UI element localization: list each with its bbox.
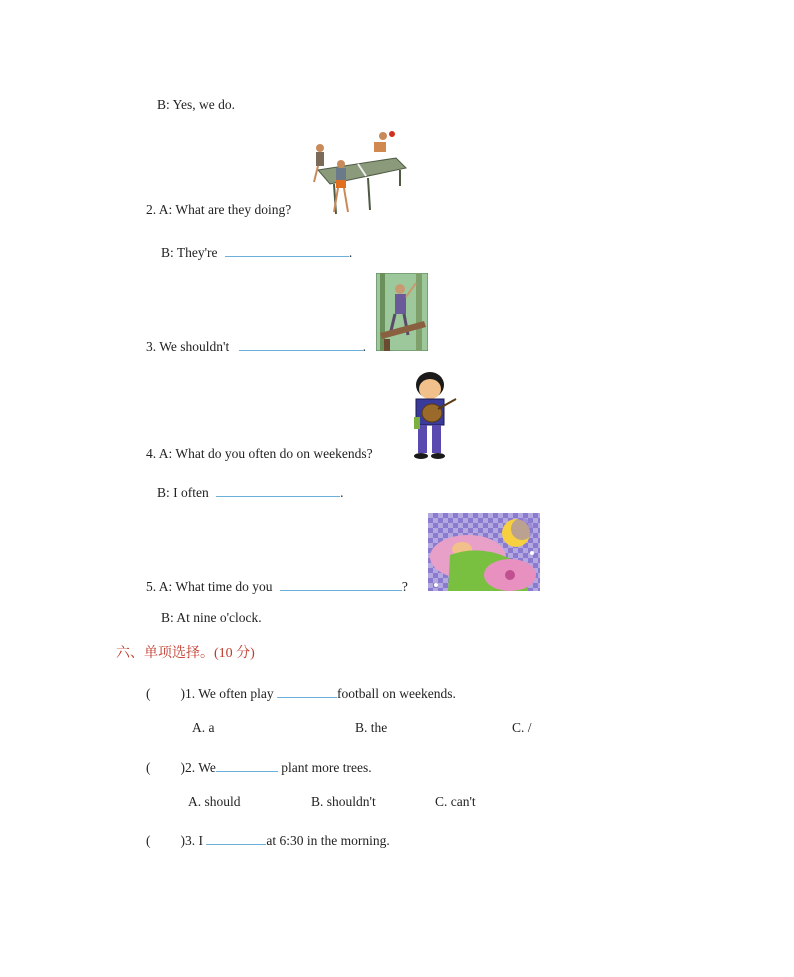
item-blank-1[interactable] — [277, 684, 337, 698]
q2-answer-prefix: B: They're — [161, 245, 218, 260]
item-number: )3. — [180, 833, 196, 848]
item-text-after: at 6:30 in the morning. — [266, 833, 390, 848]
option-b-1[interactable]: B. the — [355, 720, 388, 735]
answer-paren-open: ( — [146, 760, 151, 775]
q2-answer-blank[interactable] — [225, 243, 349, 257]
table-tennis-picture — [308, 130, 408, 216]
q4-answer-prefix: B: I often — [157, 485, 209, 500]
choice-item-3 — [146, 831, 390, 849]
q4-question: 4. A: What do you often do on weekends? — [146, 446, 373, 461]
answer-paren-open: ( — [146, 833, 151, 848]
item-text-after: football on weekends. — [337, 686, 456, 701]
q5-question-blank[interactable] — [280, 577, 402, 591]
q3-suffix: . — [362, 339, 366, 354]
item-number: )2. — [180, 760, 196, 775]
item-text-before: We often play — [195, 686, 278, 701]
choice-item-1 — [146, 684, 456, 702]
option-a-1[interactable]: A. a — [192, 720, 215, 735]
boy-playing-guitar-picture — [402, 369, 460, 461]
option-c-1[interactable]: C. / — [512, 720, 532, 735]
item-text-before: We — [195, 760, 216, 775]
q2-answer-line — [161, 243, 352, 261]
q1-answer: B: Yes, we do. — [157, 97, 236, 112]
q2-question: 2. A: What are they doing? — [146, 202, 292, 217]
item-number: )1. — [180, 686, 196, 701]
option-b-2[interactable]: B. shouldn't — [311, 794, 376, 809]
q5-question-prefix: 5. A: What time do you — [146, 579, 273, 594]
q3-line — [146, 337, 366, 355]
choice-item-2 — [146, 758, 372, 776]
section-6-heading: 六、单项选择。(10 分) — [116, 646, 255, 661]
item-blank-3[interactable] — [206, 831, 266, 845]
q5-question-line — [146, 577, 408, 595]
q4-answer-line — [157, 483, 344, 501]
child-sleeping-picture — [428, 513, 540, 591]
q4-answer-suffix: . — [340, 485, 344, 500]
q3-blank[interactable] — [239, 337, 363, 351]
option-a-2[interactable]: A. should — [188, 794, 241, 809]
answer-paren-open: ( — [146, 686, 151, 701]
q2-answer-suffix: . — [348, 245, 353, 260]
q3-prefix: 3. We shouldn't — [146, 339, 230, 354]
item-blank-2[interactable] — [216, 758, 278, 772]
q5-answer: B: At nine o'clock. — [161, 610, 262, 625]
cutting-tree-picture — [376, 273, 428, 351]
q5-question-suffix: ? — [401, 579, 408, 594]
option-c-2[interactable]: C. can't — [435, 794, 476, 809]
item-text-after: plant more trees. — [277, 760, 372, 775]
item-text-before: I — [195, 833, 207, 848]
q4-answer-blank[interactable] — [216, 483, 340, 497]
